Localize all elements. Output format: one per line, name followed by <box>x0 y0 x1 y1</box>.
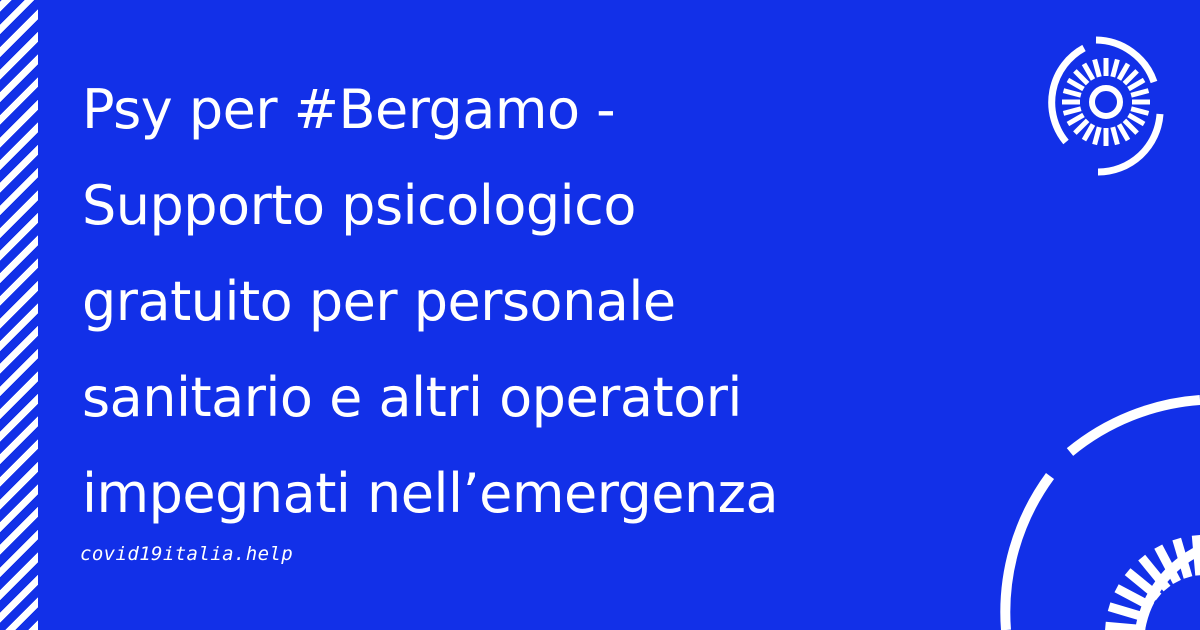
title-line-3: gratuito per personale <box>82 270 676 333</box>
logo-tick <box>1068 80 1084 89</box>
striped-border <box>0 0 38 630</box>
logo-tick <box>1196 535 1199 575</box>
logo-tick <box>1105 626 1145 629</box>
logo-tick <box>1113 59 1118 76</box>
logo-tick <box>1095 59 1100 76</box>
logo-tick <box>1075 71 1088 84</box>
logo-tick <box>1119 125 1128 141</box>
logo-tick <box>1131 91 1148 96</box>
logo-tick <box>1124 71 1137 84</box>
title-line-2: Supporto psicologico <box>82 174 636 237</box>
logo-tick <box>1131 109 1148 114</box>
logo-tick <box>1068 115 1084 124</box>
logo-tick <box>1129 80 1145 89</box>
title-line-1: Psy per #Bergamo - <box>82 78 616 141</box>
radial-logo-large-icon <box>990 380 1200 630</box>
logo-tick <box>1113 127 1118 144</box>
title-line-4: sanitario e altri operatori <box>82 366 742 429</box>
logo-tick <box>1124 120 1137 133</box>
logo-tick <box>1084 125 1093 141</box>
logo-tick <box>1063 109 1080 114</box>
radial-logo-icon <box>1036 22 1176 182</box>
logo-tick <box>1129 115 1145 124</box>
logo-tick <box>1075 120 1088 133</box>
logo-tick <box>1084 64 1093 80</box>
title-line-5: impegnati nell’emergenza <box>82 462 779 525</box>
page-title <box>82 62 982 542</box>
logo-tick <box>1119 64 1128 80</box>
logo-tick <box>1177 539 1188 577</box>
site-url: covid19italia.help <box>80 543 294 565</box>
logo-tick <box>1063 91 1080 96</box>
logo-tick <box>1095 127 1100 144</box>
